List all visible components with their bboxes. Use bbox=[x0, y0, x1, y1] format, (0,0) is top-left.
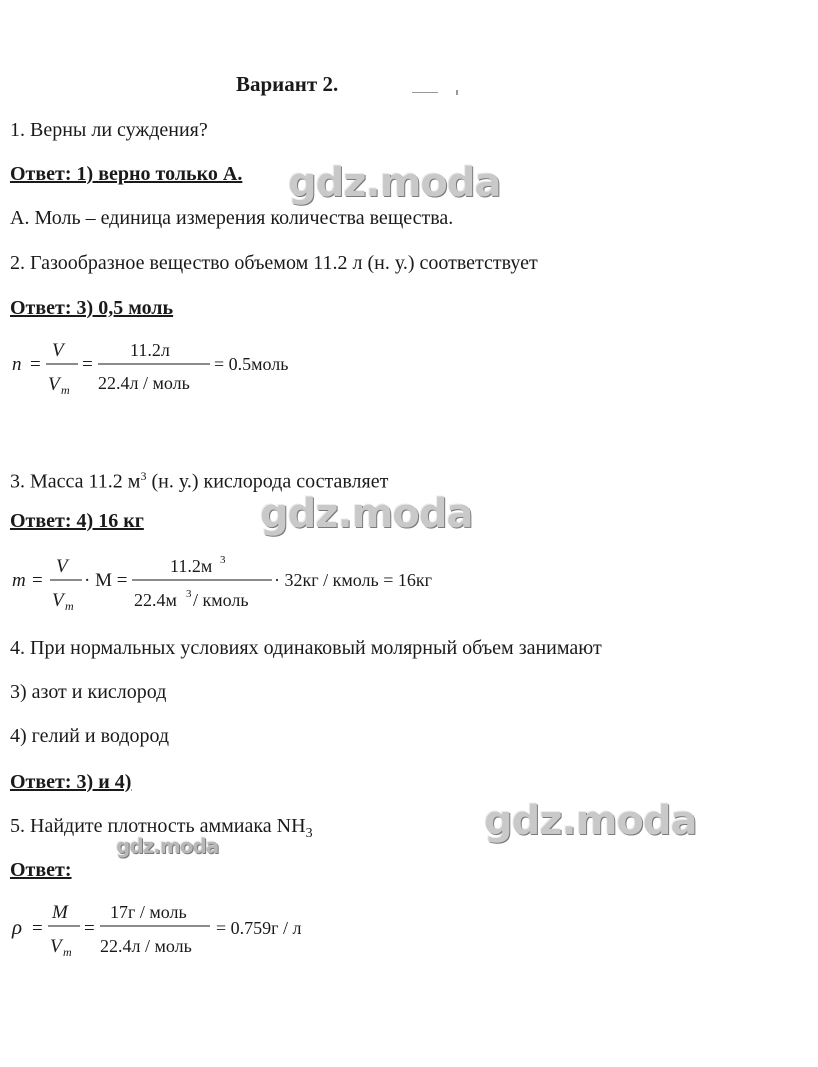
formula-denominator-sup: 3 bbox=[186, 588, 192, 600]
formula-numerator: 11.2м bbox=[170, 556, 213, 576]
page-title: Вариант 2. bbox=[236, 72, 339, 96]
formula-denominator-unit: / кмоль bbox=[193, 590, 249, 610]
formula-denominator-sub: m bbox=[63, 945, 72, 959]
question-3 bbox=[10, 464, 388, 494]
formula-denominator-sub: m bbox=[65, 599, 74, 613]
answer-2: Ответ: 3) 0,5 моль bbox=[10, 297, 174, 319]
watermark: gdz.moda bbox=[260, 491, 473, 537]
formula-result: = 0.759г / л bbox=[216, 918, 302, 938]
formula-denominator: 22.4л / моль bbox=[98, 373, 190, 393]
scan-artifact bbox=[456, 90, 458, 95]
question-3-text-end: (н. у.) кислорода составляет bbox=[146, 470, 389, 493]
formula-mass bbox=[10, 550, 480, 620]
formula-density bbox=[10, 896, 340, 966]
formula-lhs: ρ bbox=[12, 915, 23, 939]
formula-equals: = bbox=[82, 354, 93, 375]
scan-artifact bbox=[412, 92, 438, 93]
question-3-text: 3. Масса 11.2 м bbox=[10, 470, 141, 493]
formula-numerator: 17г / моль bbox=[110, 902, 187, 922]
formula-moles bbox=[10, 336, 330, 406]
option-3: 3) азот и кислород bbox=[10, 681, 167, 703]
formula-equals: = bbox=[32, 918, 43, 939]
watermark: gdz.moda bbox=[484, 798, 697, 844]
formula-denominator: V bbox=[48, 374, 60, 395]
answer-4: Ответ: 3) и 4) bbox=[10, 771, 132, 793]
formula-numerator: 11.2л bbox=[130, 340, 170, 360]
formula-denominator: 22.4м bbox=[134, 590, 177, 610]
question-5-text: 5. Найдите плотность аммиака NH bbox=[10, 815, 306, 837]
question-5-sub: 3 bbox=[305, 826, 313, 841]
formula-denominator: V bbox=[50, 936, 62, 957]
formula-lhs: m bbox=[12, 570, 26, 591]
formula-equals: = bbox=[84, 918, 95, 939]
watermark-small: gdz.moda bbox=[116, 834, 219, 858]
answer-3: Ответ: 4) 16 кг bbox=[10, 510, 144, 532]
formula-numerator-sup: 3 bbox=[220, 554, 226, 566]
formula-multiply: · M = bbox=[84, 570, 128, 591]
watermark: gdz.moda bbox=[288, 160, 501, 206]
formula-denominator-sub: m bbox=[61, 383, 70, 397]
formula-equals: = bbox=[30, 354, 41, 375]
formula-denominator: 22.4л / моль bbox=[100, 936, 192, 956]
formula-numerator: V bbox=[56, 556, 68, 577]
question-1: 1. Верны ли суждения? bbox=[10, 119, 208, 141]
question-4: 4. При нормальных условиях одинаковый молярный объем занимают bbox=[10, 637, 602, 659]
formula-numerator: M bbox=[52, 902, 68, 923]
statement-a: А. Моль – единица измерения количества вещества. bbox=[10, 207, 454, 229]
answer-1: Ответ: 1) верно только А. bbox=[10, 163, 243, 185]
formula-result: · 32кг / кмоль = 16кг bbox=[274, 570, 432, 590]
formula-equals: = bbox=[32, 570, 43, 591]
formula-numerator: V bbox=[52, 340, 64, 361]
formula-result: = 0.5моль bbox=[214, 354, 289, 374]
formula-denominator: V bbox=[52, 590, 64, 611]
question-2: 2. Газообразное вещество объемом 11.2 л (н. у.) соответствует bbox=[10, 252, 538, 274]
answer-5: Ответ: bbox=[10, 859, 72, 881]
option-4: 4) гелий и водород bbox=[10, 725, 170, 747]
question-3-sup: 3 bbox=[140, 469, 147, 483]
formula-lhs: n bbox=[12, 354, 22, 375]
